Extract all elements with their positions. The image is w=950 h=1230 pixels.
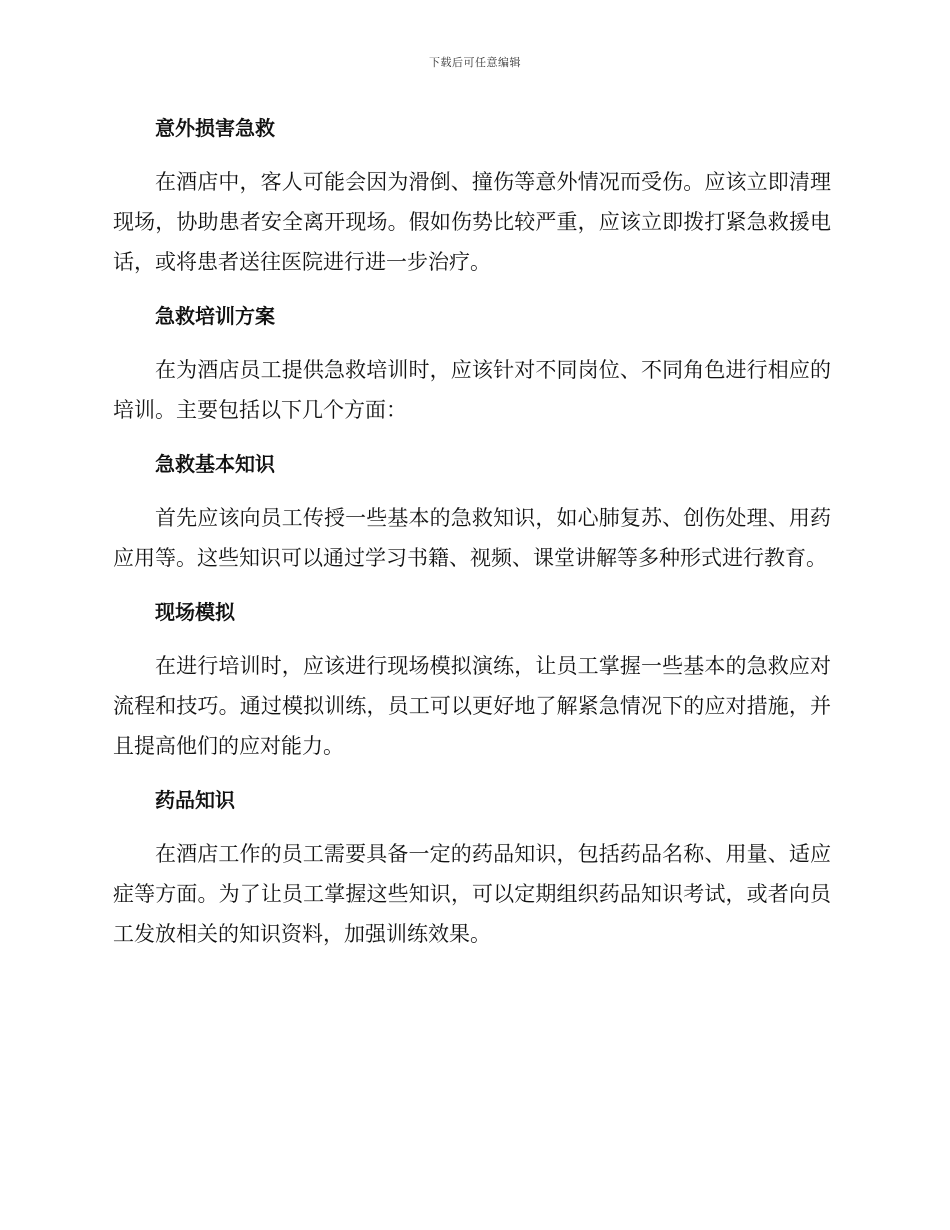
paragraph-training-plan: 在为酒店员工提供急救培训时，应该针对不同岗位、不同角色进行相应的培训。主要包括以下几个方面： bbox=[113, 358, 831, 422]
section-title-training-plan: 急救培训方案 bbox=[155, 304, 275, 328]
section-title-accident-first-aid: 意外损害急救 bbox=[155, 116, 275, 140]
section-title-onsite-simulation: 现场模拟 bbox=[155, 600, 235, 624]
document-body bbox=[113, 108, 831, 968]
paragraph-onsite-simulation: 在进行培训时，应该进行现场模拟演练，让员工掌握一些基本的急救应对流程和技巧。通过模拟训练，员工可以更好地了解紧急情况下的应对措施，并且提高他们的应对能力。 bbox=[113, 654, 831, 758]
paragraph-medicine-knowledge: 在酒店工作的员工需要具备一定的药品知识，包括药品名称、用量、适应症等方面。为了让员工掌握这些知识，可以定期组织药品知识考试，或者向员工发放相关的知识资料，加强训练效果。 bbox=[113, 842, 831, 946]
section-title-medicine-knowledge: 药品知识 bbox=[155, 788, 235, 812]
section-title-basic-knowledge: 急救基本知识 bbox=[155, 452, 275, 476]
page-header: 下载后可任意编辑 bbox=[429, 56, 521, 69]
paragraph-basic-knowledge: 首先应该向员工传授一些基本的急救知识，如心肺复苏、创伤处理、用药应用等。这些知识可以通过学习书籍、视频、课堂讲解等多种形式进行教育。 bbox=[113, 506, 831, 570]
paragraph-accident-first-aid: 在酒店中，客人可能会因为滑倒、撞伤等意外情况而受伤。应该立即清理现场，协助患者安全离开现场。假如伤势比较严重，应该立即拨打紧急救援电话，或将患者送往医院进行进一步治疗。 bbox=[113, 170, 831, 274]
